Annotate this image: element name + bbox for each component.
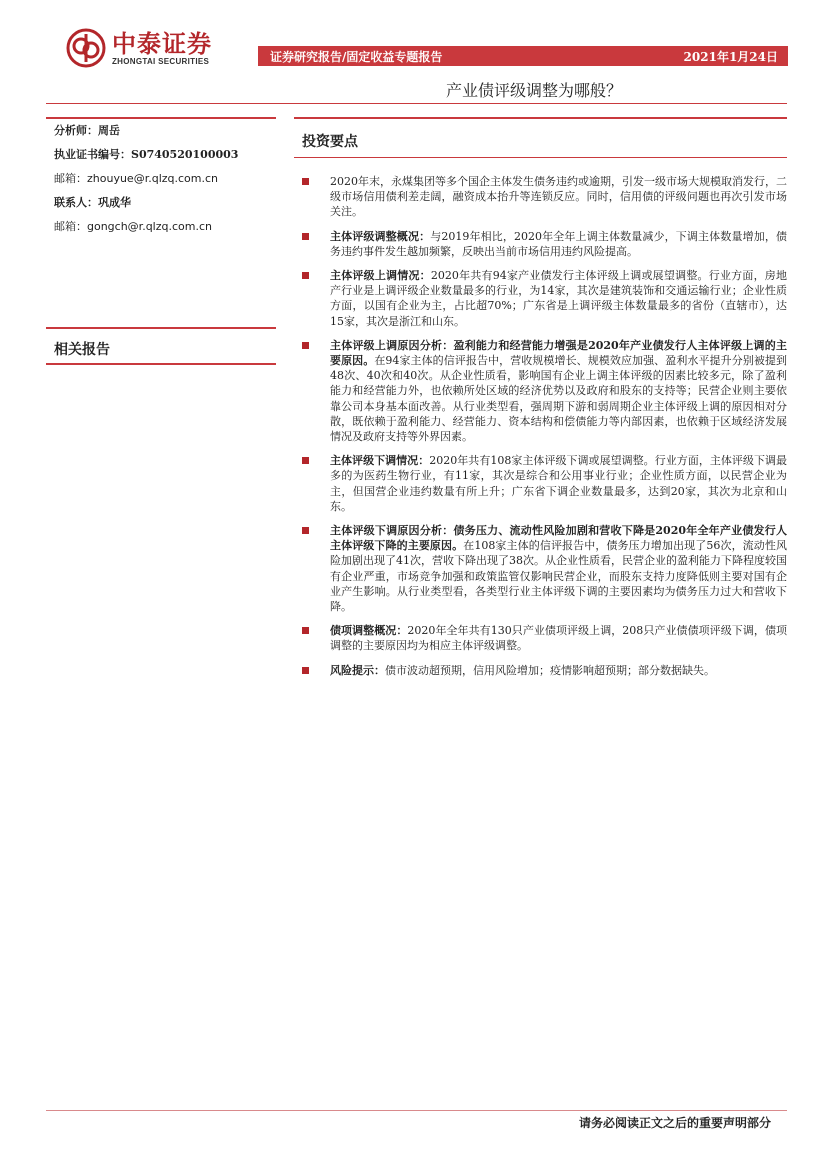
bullet-body: 2020年全年共有130只产业债项评级上调，208只产业债债项评级下调，债项调整的主要原因均为相应主体评级调整。 xyxy=(330,624,788,653)
header-divider xyxy=(46,103,787,104)
header-banner xyxy=(258,46,788,66)
investment-highlights xyxy=(294,117,787,687)
email1-row xyxy=(54,167,276,191)
analyst-label: 分析师： xyxy=(54,124,98,137)
bullet-body: 2020年共有108家主体评级下调或展望调整。行业方面，主体评级下调最多的为医药生物行业，有11家，其次是综合和公用事业行业；企业性质方面，以民营企业为主，但国营企业违约数量有所上升；广东省下调企业数量最多，达到20家，其次为北京和山东。 xyxy=(330,454,788,513)
report-category: 证券研究报告/固定收益专题报告 xyxy=(270,49,443,64)
bullet-body: 在94家主体的信评报告中，营收规模增长、规模效应加强、盈利水平提升分别被提到48次、40次和40次。从企业性质看，影响国有企业上调主体评级的因素比较多元，除了盈利能力和经营能力外，也依赖所处区域的经济优势以及政府和股东的支持等；民营企业则主要依靠公司本身基本面改善。从行业类型看，强周期下游和弱周期企业主体评级上调的原因相对分散，既依赖于盈利能力、经营能力、资本结构和偿债能力等内部因素，也依赖于区域经济发展情况及政府支持等外界因素。 xyxy=(330,354,788,444)
email2-label: 邮箱： xyxy=(54,220,87,233)
cert-label: 执业证书编号： xyxy=(54,148,131,161)
bullet-emphasis: 盈利能力和经营能力增强是2020年产业债发行人主体评级上调的主要原因。 xyxy=(330,338,788,368)
bullet-head: 主体评级上调原因分析： xyxy=(330,338,454,352)
page-title: 产业债评级调整为哪般？ xyxy=(446,81,623,100)
bullet-head: 主体评级调整概况： xyxy=(330,229,431,243)
bullet-item xyxy=(294,663,787,678)
email2-row xyxy=(54,215,276,239)
cert-number: S0740520100003 xyxy=(131,148,239,161)
logo-en-text: ZHONGTAI SECURITIES xyxy=(112,56,210,66)
related-reports xyxy=(46,327,276,365)
bullet-body: 2020年末，永煤集团等多个国企主体发生债务违约或逾期，引发一级市场大规模取消发行，二级市场信用债利差走阔，融资成本抬升等连锁反应。同时，信用债的评级问题也再次引发市场关注。 xyxy=(330,175,787,219)
analyst-row xyxy=(54,119,276,143)
logo-cn-text: 中泰证券 xyxy=(112,29,212,58)
bullet-head: 主体评级下调原因分析： xyxy=(330,524,454,538)
bullet-body: 与2019年相比，2020年全年上调主体数量减少，下调主体数量增加，债务违约事件发生越加频繁，反映出当前市场信用违约风险提高。 xyxy=(330,229,787,258)
bullet-item xyxy=(294,338,787,444)
zhongtai-logo-icon xyxy=(66,28,106,68)
analyst-sidebar xyxy=(46,117,276,239)
bullet-head: 主体评级上调情况： xyxy=(330,269,431,283)
contact-label: 联系人： xyxy=(54,196,98,209)
bullet-item xyxy=(294,229,787,259)
analyst-email[interactable]: zhouyue@r.qlzq.com.cn xyxy=(87,172,219,185)
bullet-head: 主体评级下调情况： xyxy=(330,454,430,468)
email1-label: 邮箱： xyxy=(54,172,87,185)
cert-row xyxy=(54,143,276,167)
bullet-head: 风险提示： xyxy=(330,663,385,677)
bullet-body: 在108家主体的信评报告中，债务压力增加出现了56次，流动性风险加剧出现了41次，营收下降出现了38次。从企业性质看，民营企业的盈利能力下降程度较国有企业严重，市场竞争加强和政策监管仅影响民营企业，而股东支持力度降低则主要对国有企业产生影响。从行业类型看，各类型行业主体评级下调的主要因素均为债务压力过大和营收下降。 xyxy=(330,539,787,614)
bullet-emphasis: 债务压力、流动性风险加剧和营收下降是2020年全年产业债发行人主体评级下降的主要原因。 xyxy=(330,524,788,553)
bullet-item xyxy=(294,453,787,514)
footer-divider xyxy=(46,1110,787,1111)
contact-email[interactable]: gongch@r.qlzq.com.cn xyxy=(87,220,212,233)
footer-notice: 请务必阅读正文之后的重要声明部分 xyxy=(578,1116,771,1130)
bullet-head: 债项调整概况： xyxy=(330,624,408,638)
bullet-list xyxy=(294,174,787,678)
contact-row xyxy=(54,191,276,215)
bullet-item xyxy=(294,174,787,220)
report-date: 2021年1月24日 xyxy=(683,49,778,64)
bullet-item xyxy=(294,268,787,329)
contact-name: 巩成华 xyxy=(98,196,131,209)
bullet-item xyxy=(294,623,787,653)
company-logo xyxy=(66,28,212,68)
bullet-item xyxy=(294,523,787,614)
bullet-body: 债市波动超预期，信用风险增加；疫情影响超预期；部分数据缺失。 xyxy=(385,663,715,677)
section-title: 投资要点 xyxy=(294,117,787,158)
related-reports-title: 相关报告 xyxy=(46,329,276,365)
analyst-name: 周岳 xyxy=(98,124,120,137)
bullet-body: 2020年共有94家产业债发行主体评级上调或展望调整。行业方面，房地产行业是上调评级企业数量最多的行业，为14家，其次是建筑装饰和交通运输行业；企业性质方面，以国有企业为主，占比超70%；广东省是上调评级主体数量最多的省份（直辖市），达15家，其次是浙江和山东。 xyxy=(330,269,788,328)
